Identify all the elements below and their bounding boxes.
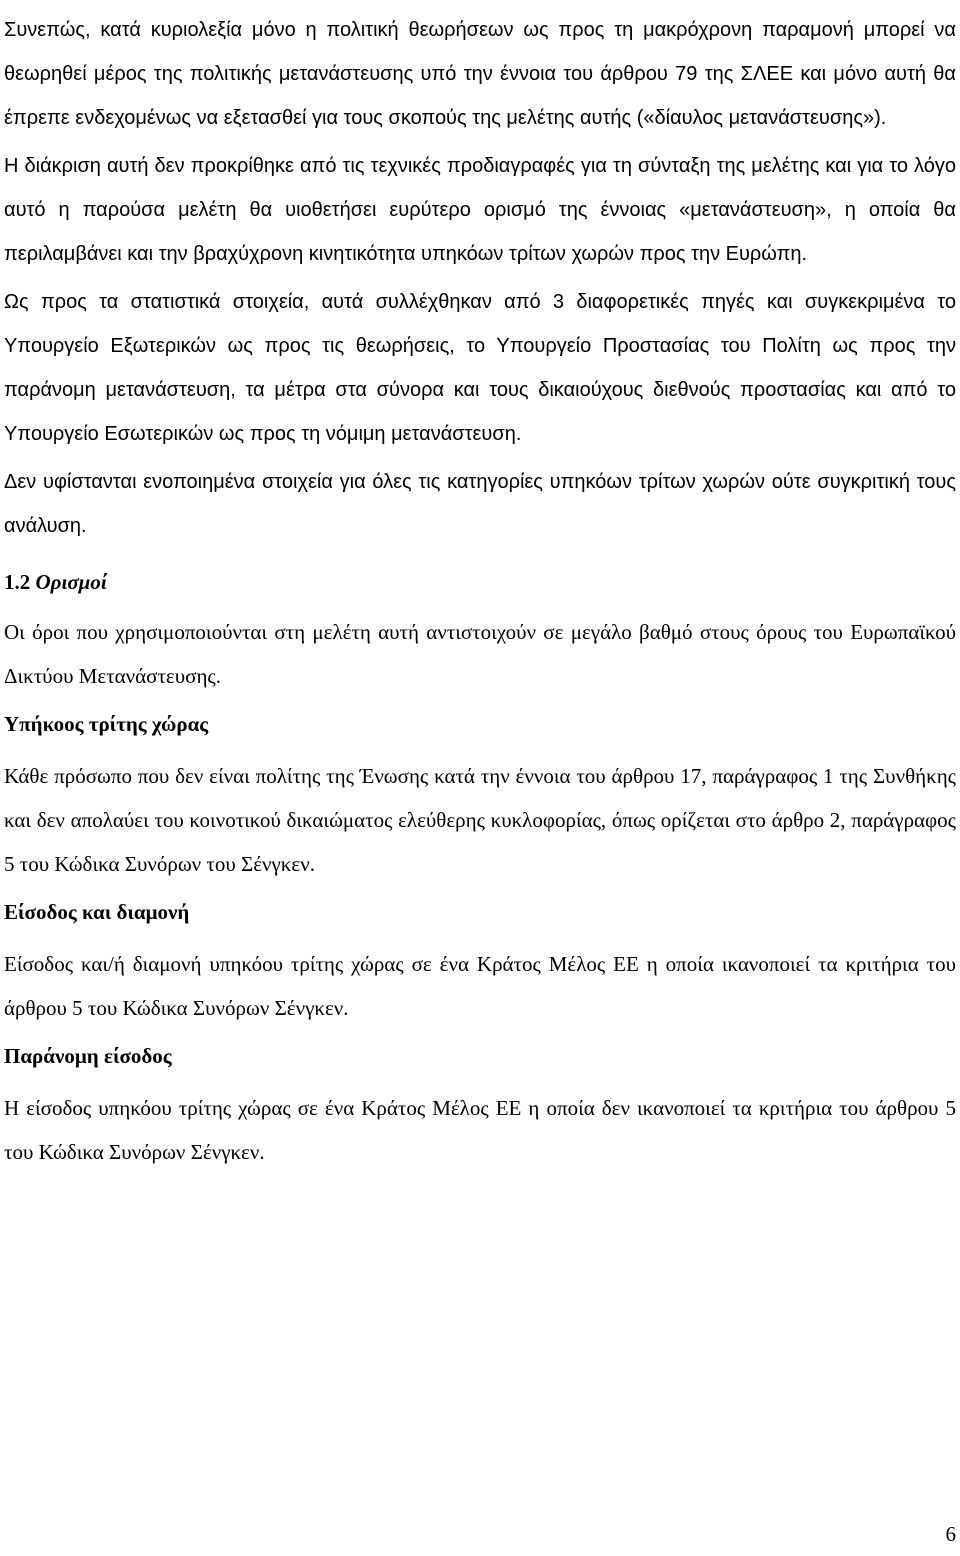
definition-text-entry-and-residence: Είσοδος και/ή διαμονή υπηκόου τρίτης χώρας σε ένα Κράτος Μέλος ΕΕ η οποία ικανοποιεί τα κριτήρια του άρθρου 5 του Κώδικα Συνόρων Σένγκεν. xyxy=(4,952,956,1020)
section-title: Ορισμοί xyxy=(35,570,107,594)
definition-text-illegal-entry: Η είσοδος υπηκόου τρίτης χώρας σε ένα Κράτος Μέλος ΕΕ η οποία δεν ικανοποιεί τα κριτήρια του άρθρου 5 του Κώδικα Συνόρων Σένγκεν. xyxy=(4,1096,956,1164)
document-page xyxy=(4,8,956,1178)
paragraph-no-unified-data: Δεν υφίστανται ενοποιημένα στοιχεία για όλες τις κατηγορίες υπηκόων τρίτων χωρών ούτε συγκριτική τους ανάλυση. xyxy=(4,471,956,537)
page-number: 6 xyxy=(945,1522,956,1546)
section-number: 1.2 xyxy=(4,570,31,594)
definition-term-illegal-entry: Παράνομη είσοδος xyxy=(4,1044,172,1068)
section-intro: Οι όροι που χρησιμοποιούνται στη μελέτη αυτή αντιστοιχούν σε μεγάλο βαθμό στους όρους του Ευρωπαϊκού Δικτύου Μετανάστευσης. xyxy=(4,620,956,688)
section-heading xyxy=(4,560,956,604)
paragraph-visa-policy: Συνεπώς, κατά κυριολεξία μόνο η πολιτική θεωρήσεων ως προς τη μακρόχρονη παραμονή μπορεί να θεωρηθεί μέρος της πολιτικής μετανάστευσης υπό την έννοια του άρθρου 79 της ΣΛΕΕ και μόνο αυτή θα έπρεπε ενδεχομένως να εξετασθεί για τους σκοπούς της μελέτης αυτής («δίαυλος μετανάστευσης»). xyxy=(4,19,956,129)
definition-text-third-country-national: Κάθε πρόσωπο που δεν είναι πολίτης της Ένωσης κατά την έννοια του άρθρου 17, παράγραφος 1 της Συνθήκης και δεν απολαύει του κοινοτικού δικαιώματος ελεύθερης κυκλοφορίας, όπως ορίζεται στο άρθρο 2, παράγραφος 5 του Κώδικα Συνόρων του Σένγκεν. xyxy=(4,764,956,876)
definition-term-entry-and-residence: Είσοδος και διαμονή xyxy=(4,900,190,924)
definition-term-third-country-national: Υπήκοος τρίτης χώρας xyxy=(4,712,209,736)
paragraph-statistics-sources: Ως προς τα στατιστικά στοιχεία, αυτά συλλέχθηκαν από 3 διαφορετικές πηγές και συγκεκριμένα το Υπουργείο Εξωτερικών ως προς τις θεωρήσεις, το Υπουργείο Προστασίας του Πολίτη ως προς την παράνομη μετανάστευση, τα μέτρα στα σύνορα και τους δικαιούχους διεθνούς προστασίας και από το Υπουργείο Εσωτερικών ως προς τη νόμιμη μετανάστευση. xyxy=(4,291,956,445)
paragraph-study-definition: Η διάκριση αυτή δεν προκρίθηκε από τις τεχνικές προδιαγραφές για τη σύνταξη της μελέτης και για το λόγο αυτό η παρούσα μελέτη θα υιοθετήσει ευρύτερο ορισμό της έννοιας «μετανάστευση», η οποία θα περιλαμβάνει και την βραχύχρονη κινητικότητα υπηκόων τρίτων χωρών προς την Ευρώπη. xyxy=(4,155,956,265)
